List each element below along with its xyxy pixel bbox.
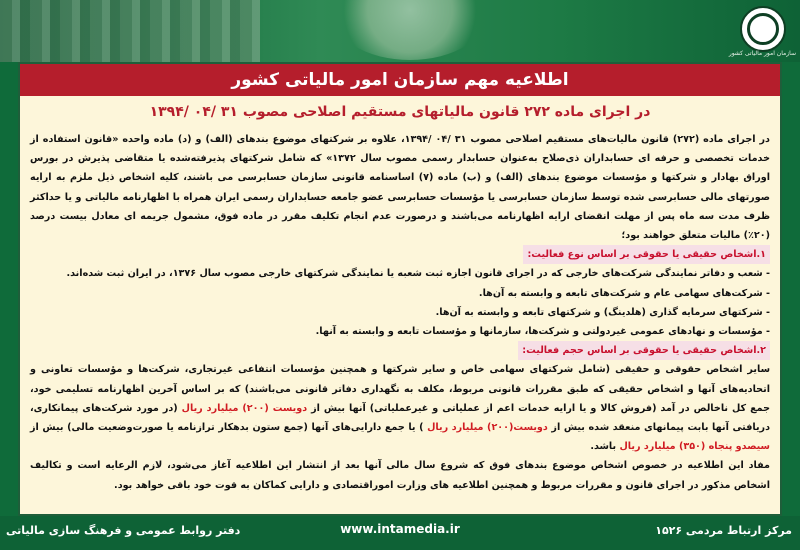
announcement-body (30, 130, 770, 495)
section1-item: - شعب و دفاتر نمایندگی شرکت‌های خارجی که در اجرای قانون اجازه ثبت شعبه یا نمایندگی شرکتهای خارجی مصوب سال ۱۳۷۶، در ایران ثبت شده‌اند. (66, 268, 770, 280)
threshold-contract: دویست(۲۰۰) میلیارد ریال (427, 422, 548, 434)
threshold-revenue: دویست (۲۰۰) میلیارد ریال (181, 402, 308, 414)
footer-bar (0, 516, 800, 550)
threshold-assets: سیصدو پنجاه (۳۵۰) میلیارد ریال (619, 441, 770, 453)
footer-url[interactable]: www.intamedia.ir (340, 522, 460, 536)
section2-title: ۲.اشخاص حقیقی یا حقوقی بر اساس حجم فعالیت: (518, 341, 770, 360)
logo-icon (740, 6, 786, 52)
closing-paragraph: مفاد این اطلاعیه در خصوص اشخاص موضوع بندهای فوق که شروع سال مالی آنها بعد از انتشار این اطلاعیه آغاز می‌شود، لازم الرعایه است و تکالیف اشخاص مذکور در اجرای قانون و مقررات مربوط و همچنین اطلاعیه های وزارت اموراقتصادی و دارایی کماکان به قوت خود باقی خواهد بود. (30, 460, 770, 491)
section2-text: (در مورد شرکت‌های پیمانکاری، دریافتی آنها بابت پیمانهای منعقد شده بیش از (30, 402, 771, 434)
section2-text: باشد. (590, 441, 617, 453)
announcement-panel (18, 62, 782, 516)
section1-item: - شرکتهای سرمایه گذاری (هلدینگ) و شرکتهای تابعه و وابسته به آن‌ها. (435, 306, 770, 318)
footer-contact: مرکز ارتباط مردمی ۱۵۲۶ (655, 524, 792, 537)
announcement-subtitle: در اجرای ماده ۲۷۲ قانون مالیاتهای مستقیم اصلاحی مصوب ۳۱ /۰۴ /۱۳۹۴ (149, 104, 651, 120)
footer-office: دفتر روابط عمومی و فرهنگ سازی مالیاتی (6, 524, 241, 537)
section1-item: - شرکت‌های سهامی عام و شرکت‌های تابعه و وابسته به آن‌ها. (478, 287, 770, 299)
intro-paragraph: در اجرای ماده (۲۷۲) قانون مالیات‌های مستقیم اصلاحی مصوب ۳۱ /۰۴ /۱۳۹۴، علاوه بر شرکتهای موضوع بندهای (الف) و (د) ماده واحده «قانون استفاده از خدمات تخصصی و حرفه ای حسابداران ذی‌صلاح به‌عنوان حسابدار رسمی مصوب سال ۱۳۷۲» که شامل شرکتهای پذیرفته‌شده یا متقاضی پذیرش در بورس اوراق بهادار و شرکتها و مؤسسات موضوع بندهای (الف) و (ب) ماده (۷) اساسنامه قانونی سازمان حسابرسی می باشند، کلیه اشخاص ذیل ملزم به ارایه صورتهای مالی حسابرسی شده توسط سازمان حسابرسی یا مؤسسات حسابرسی عضو جامعه حسابداران رسمی ایران همراه با اظهارنامه مالیاتی و یا حداکثر ظرف مدت سه ماه پس از مهلت انقضای ارایه اظهارنامه می‌باشند و درصورت عدم انجام تکلیف مقرر در ماده فوق، مشمول جریمه ای معادل بیست درصد (۲۰٪) مالیات متعلق خواهند بود؛ (30, 134, 770, 242)
top-banner (0, 0, 800, 62)
section1-item: - مؤسسات و نهادهای عمومی غیردولتی و شرکت‌ها، سازمانها و مؤسسات تابعه و وابسته به آنها. (315, 326, 770, 338)
announcement-title: اطلاعیه مهم سازمان امور مالیاتی کشور (231, 70, 569, 90)
section1-title: ۱.اشخاص حقیقی یا حقوقی بر اساس نوع فعالیت: (523, 245, 770, 264)
section2-paragraph (30, 360, 770, 456)
banner-photo (0, 0, 260, 62)
announcement-header (20, 64, 780, 96)
logo-caption: سازمان امور مالیاتی کشور (728, 50, 796, 57)
banner-dome (330, 0, 490, 60)
section2-text: سایر اشخاص حقوقی و حقیقی (شامل شرکتهای سهامی خاص و سایر شرکتها و همچنین مؤسسات انتفاعی غیرتجاری، شرکت‌ها و مؤسسات تعاونی و اتحادیه‌های آنها و اشخاص حقیقی که طبق مقررات قانونی مربوط، مکلف به نگهداری دفاتر قانونی می‌باشند) که بر اساس آخرین اظهارنامه تسلیمی خود، جمع کل ناخالص در آمد (فروش کالا و یا ارایه خدمات اعم از عملیاتی و غیرعملیاتی) آنها بیش از (30, 364, 771, 414)
section2-text: ) یا جمع دارایی‌های آنها (جمع ستون بدهکار ترازنامه یا صورت‌وضعیت مالی) بیش از (30, 422, 424, 434)
